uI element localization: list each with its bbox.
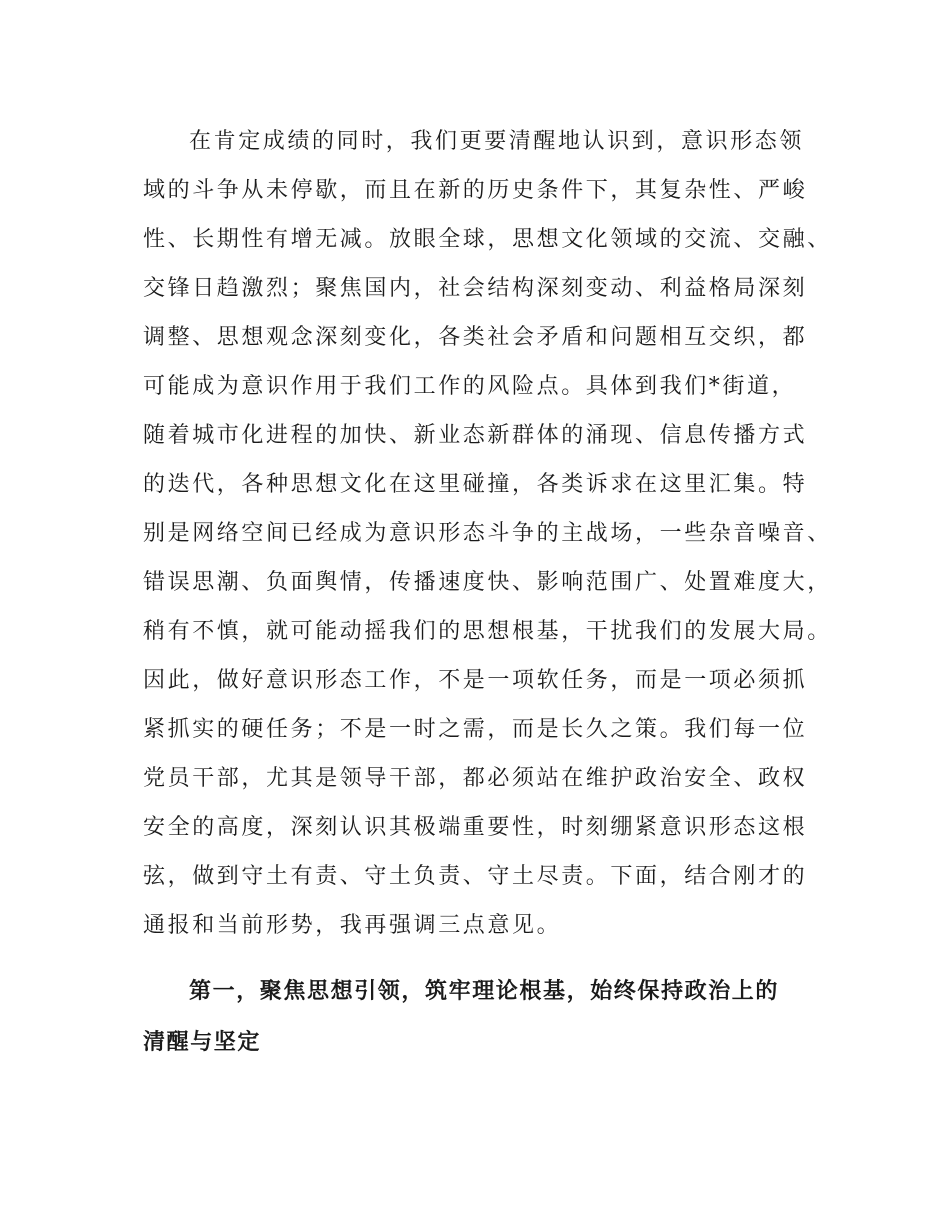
paragraph-line-15: 安全的高度，深刻认识其极端重要性，时刻绷紧意识形态这根 (143, 815, 808, 840)
paragraph-line-4: 交锋日趋激烈；聚焦国内，社会结构深刻变动、利益格局深刻 (143, 276, 808, 301)
paragraph-line-5: 调整、思想观念深刻变化，各类社会矛盾和问题相互交织，都 (143, 325, 808, 350)
section-heading-line-2: 清醒与坚定 (143, 1030, 262, 1055)
paragraph-line-14: 党员干部，尤其是领导干部，都必须站在维护政治安全、政权 (143, 766, 808, 791)
paragraph-line-7: 随着城市化进程的加快、新业态新群体的涌现、信息传播方式 (143, 423, 808, 448)
paragraph-line-13: 紧抓实的硬任务；不是一时之需，而是长久之策。我们每一位 (143, 717, 808, 742)
section-heading-line-1: 第一，聚焦思想引领，筑牢理论根基，始终保持政治上的 (189, 979, 780, 1004)
paragraph-line-1: 在肯定成绩的同时，我们更要清醒地认识到，意识形态领 (189, 129, 805, 154)
paragraph-line-2: 域的斗争从未停歇，而且在新的历史条件下，其复杂性、严峻 (143, 178, 808, 203)
paragraph-line-12: 因此，做好意识形态工作，不是一项软任务，而是一项必须抓 (143, 668, 808, 693)
paragraph-line-10: 错误思潮、负面舆情，传播速度快、影响范围广、处置难度大， (143, 570, 832, 595)
paragraph-line-17: 通报和当前形势，我再强调三点意见。 (143, 913, 562, 938)
paragraph-line-8: 的迭代，各种思想文化在这里碰撞，各类诉求在这里汇集。特 (143, 472, 808, 497)
paragraph-line-9: 别是网络空间已经成为意识形态斗争的主战场，一些杂音噪音、 (143, 521, 832, 546)
paragraph-line-16: 弦，做到守土有责、守土负责、守土尽责。下面，结合刚才的 (143, 864, 808, 889)
paragraph-line-11: 稍有不慎，就可能动摇我们的思想根基，干扰我们的发展大局。 (143, 619, 832, 644)
paragraph-line-6: 可能成为意识作用于我们工作的风险点。具体到我们*街道， (143, 374, 797, 399)
paragraph-line-3: 性、长期性有增无减。放眼全球，思想文化领域的交流、交融、 (143, 227, 832, 252)
